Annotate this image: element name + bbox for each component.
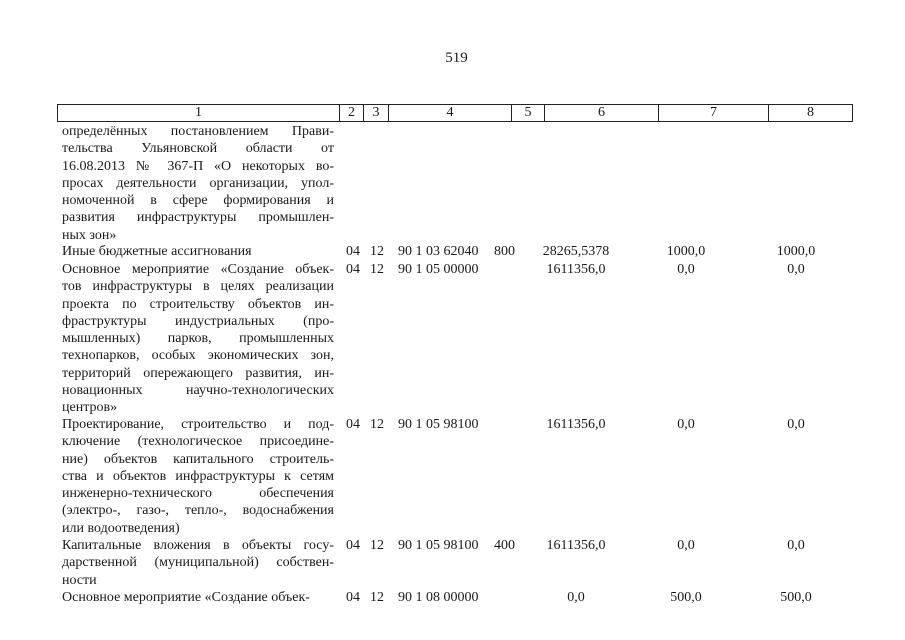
row-description [62, 589, 334, 606]
header-col-2: 2 [340, 105, 364, 121]
cell-c6: 0,0 [567, 590, 585, 605]
description-line: территорий опережающего развития, ин- [62, 365, 334, 381]
cell-c7: 0,0 [677, 538, 695, 553]
header-col-3: 3 [364, 105, 389, 121]
description-line: тельства Ульяновской области от [62, 141, 334, 157]
description-line: дарственной (муниципальной) собствен- [62, 555, 334, 571]
header-col-1: 1 [58, 105, 340, 121]
cell-c7: 0,0 [677, 417, 695, 432]
description-line: ства и объектов инфраструктуры к сетям [62, 468, 334, 484]
header-col-6: 6 [545, 105, 659, 121]
row-description [62, 416, 334, 537]
cell-c8: 0,0 [787, 262, 805, 277]
cell-c2: 04 [346, 417, 360, 432]
cell-c4: 90 1 05 98100 [398, 538, 479, 553]
description-line: ности [62, 572, 97, 588]
cell-c3: 12 [370, 538, 384, 553]
cell-c6: 1611356,0 [546, 417, 606, 432]
description-line: ных зон» [62, 227, 117, 243]
description-line: ние) объектов капитального строитель- [62, 451, 334, 467]
row-description [62, 261, 334, 417]
description-line: Капитальные вложения в объекты госу- [62, 538, 334, 553]
cell-c8: 0,0 [787, 538, 805, 553]
header-col-8: 8 [807, 105, 814, 120]
description-line: (электро-, газо-, тепло-, водоснабжения [62, 503, 334, 519]
cell-c5: 400 [494, 538, 515, 553]
cell-c3: 12 [370, 590, 384, 605]
description-line: технопарков, особых экономических зон, [62, 348, 334, 364]
cell-c4: 90 1 05 00000 [398, 262, 479, 277]
cell-c5: 800 [494, 244, 515, 259]
header-col-5: 5 [512, 105, 545, 121]
cell-c3: 12 [370, 244, 384, 259]
cell-c8: 1000,0 [776, 244, 816, 259]
description-line: Иные бюджетные ассигнования [62, 244, 252, 259]
cell-c6: 1611356,0 [546, 262, 606, 277]
description-line: определённых постановлением Прави- [62, 124, 334, 139]
description-line: центров» [62, 400, 118, 416]
description-line: номоченной в сфере формирования и [62, 193, 334, 209]
cell-c2: 04 [346, 538, 360, 553]
page-number: 519 [445, 50, 468, 66]
row-description [62, 243, 334, 260]
header-col-7: 7 [659, 105, 769, 121]
description-line: инженерно-технического обеспечения [62, 486, 334, 502]
cell-c4: 90 1 03 62040 [398, 244, 479, 259]
cell-c7: 1000,0 [666, 244, 706, 259]
description-line: новационных научно-технологических [62, 383, 334, 399]
description-line: мышленных) парков, промышленных [62, 331, 334, 347]
description-line: Проектирование, строительство и под- [62, 417, 334, 432]
cell-c4: 90 1 08 00000 [398, 590, 479, 605]
cell-c2: 04 [346, 244, 360, 259]
table-header [57, 104, 853, 122]
cell-c6: 1611356,0 [546, 538, 606, 553]
description-line: 16.08.2013 № 367-П «О некоторых во- [62, 158, 334, 174]
cell-c2: 04 [346, 262, 360, 277]
header-col-4: 4 [389, 105, 512, 121]
description-line: проекта по строительству объектов ин- [62, 296, 334, 312]
description-line: Основное мероприятие «Создание объек- [62, 590, 310, 605]
cell-c7: 500,0 [670, 590, 702, 605]
cell-c3: 12 [370, 262, 384, 277]
cell-c6: 28265,5378 [542, 244, 610, 259]
description-line: ключение (технологическое присоедине- [62, 434, 334, 450]
cell-c8: 500,0 [780, 590, 812, 605]
row-description [62, 123, 334, 244]
cell-c8: 0,0 [787, 417, 805, 432]
description-line: тов инфраструктуры в целях реализации [62, 279, 334, 295]
description-line: развития инфраструктуры промышлен- [62, 210, 334, 226]
cell-c3: 12 [370, 417, 384, 432]
row-description [62, 537, 334, 589]
cell-c4: 90 1 05 98100 [398, 417, 479, 432]
description-line: Основное мероприятие «Создание объек- [62, 262, 334, 277]
cell-c2: 04 [346, 590, 360, 605]
cell-c7: 0,0 [677, 262, 695, 277]
description-line: фраструктуры индустриальных (про- [62, 313, 334, 329]
description-line: или водоотведения) [62, 520, 180, 536]
description-line: просах деятельности организации, упол- [62, 175, 334, 191]
